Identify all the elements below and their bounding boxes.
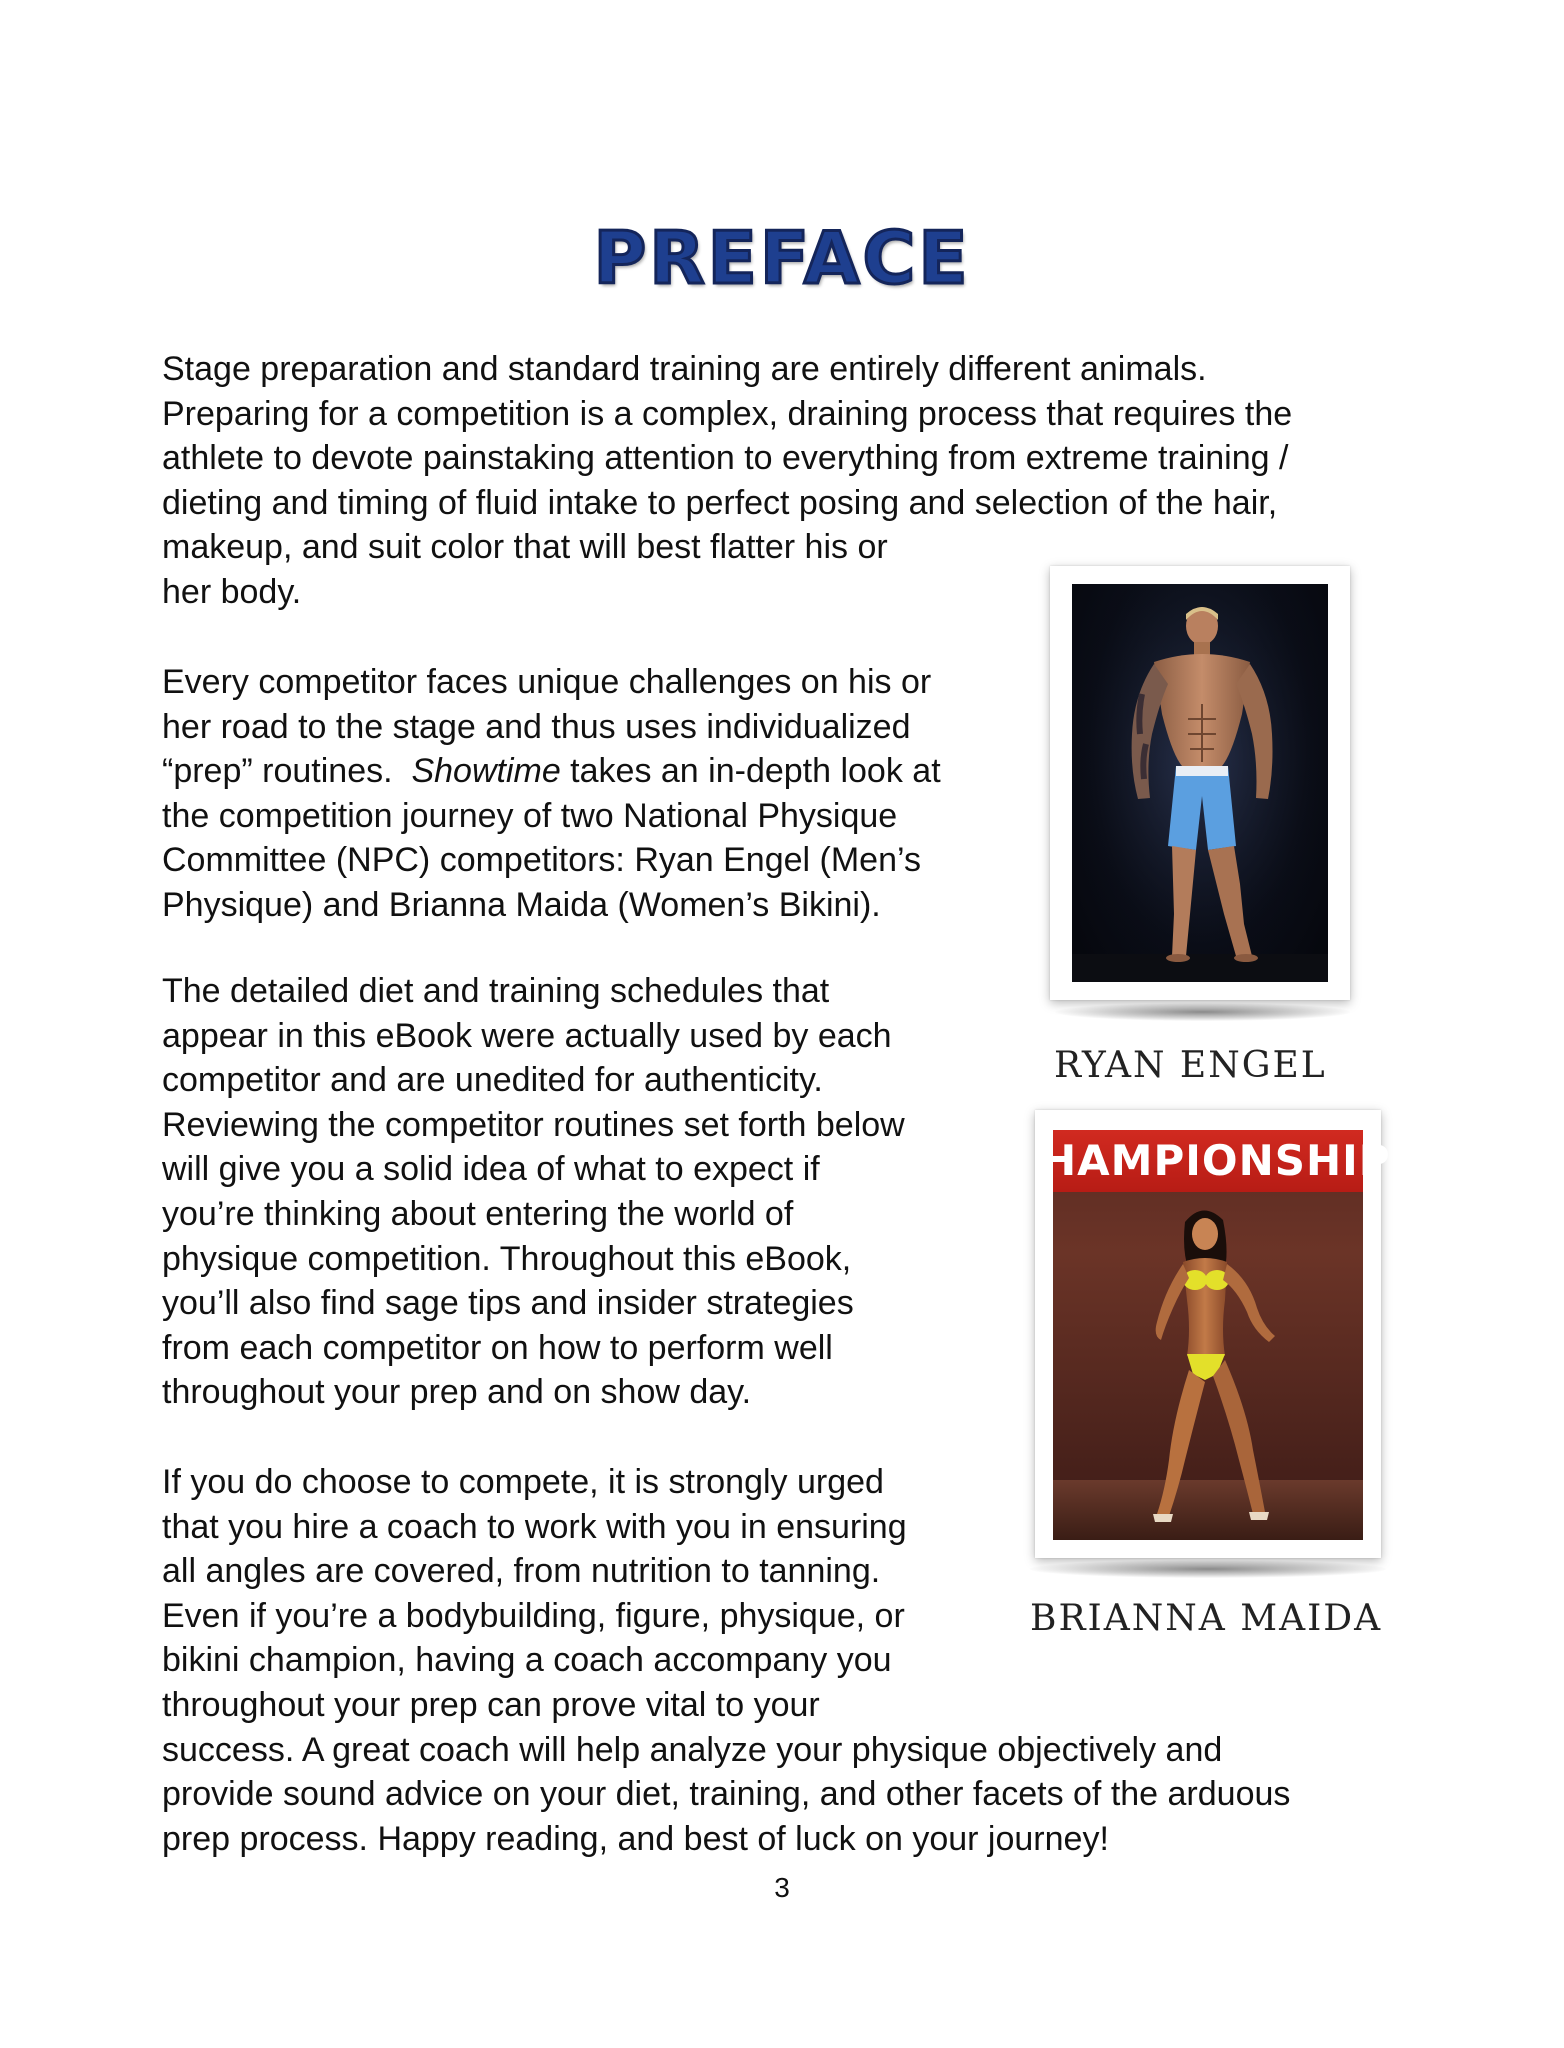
text-line: success. A great coach will help analyze your physique objectively and bbox=[162, 1730, 1223, 1769]
bikini-competitor-illustration bbox=[1053, 1130, 1363, 1540]
text-line bbox=[162, 749, 941, 794]
text-line: bikini champion, having a coach accompany you bbox=[162, 1641, 892, 1680]
text-line: Every competitor faces unique challenges on his or bbox=[162, 663, 932, 701]
paragraph-competitors bbox=[162, 660, 941, 928]
text-line: will give you a solid idea of what to expect if bbox=[162, 1150, 820, 1189]
brianna-maida-photo bbox=[1041, 1130, 1391, 1540]
caption-ryan-engel: RYAN ENGEL bbox=[1054, 1045, 1327, 1086]
text-line: throughout your prep can prove vital to your bbox=[162, 1685, 820, 1724]
text-line: you’re thinking about entering the world of bbox=[162, 1194, 794, 1233]
page-number: 3 bbox=[774, 1872, 790, 1903]
photo-shadow bbox=[1030, 1560, 1386, 1578]
text-line: throughout your prep and on show day. bbox=[162, 1373, 752, 1412]
text-line: you’ll also find sage tips and insider strategies bbox=[162, 1284, 854, 1323]
caption-brianna-maida: BRIANNA MAIDA bbox=[1030, 1598, 1383, 1639]
text-line: Stage preparation and standard training are entirely different animals. bbox=[162, 350, 1207, 388]
text-line: all angles are covered, from nutrition to tanning. bbox=[162, 1552, 881, 1591]
text-line: from each competitor on how to perform well bbox=[162, 1328, 833, 1367]
text-line: The detailed diet and training schedules that bbox=[162, 972, 830, 1010]
text-line: athlete to devote painstaking attention to everything from extreme training / bbox=[162, 439, 1289, 478]
text-line: competitor and are unedited for authenticity. bbox=[162, 1061, 823, 1100]
text-line: Committee (NPC) competitors: Ryan Engel (Men’s bbox=[162, 841, 921, 880]
text-line: the competition journey of two National Physique bbox=[162, 796, 898, 835]
book-title-italic: Showtime bbox=[411, 752, 561, 791]
championship-banner: HAMPIONSHIP bbox=[1053, 1130, 1363, 1192]
text-line: Physique) and Brianna Maida (Women’s Bikini). bbox=[162, 885, 881, 924]
text-line: her body. bbox=[162, 572, 302, 611]
text-line: dieting and timing of fluid intake to perfect posing and selection of the hair, bbox=[162, 483, 1278, 522]
ryan-engel-photo bbox=[1072, 584, 1328, 982]
text-line: physique competition. Throughout this eBook, bbox=[162, 1239, 852, 1278]
text-line: that you hire a coach to work with you in ensuring bbox=[162, 1507, 907, 1546]
text-line: Reviewing the competitor routines set forth below bbox=[162, 1105, 905, 1144]
text-line: Preparing for a competition is a complex, draining process that requires the bbox=[162, 394, 1293, 433]
paragraph-schedules bbox=[162, 969, 905, 1415]
text-line: appear in this eBook were actually used by each bbox=[162, 1016, 892, 1055]
photo-shadow bbox=[1055, 1003, 1350, 1021]
text-line: her road to the stage and thus uses individualized bbox=[162, 707, 911, 746]
text-line: Even if you’re a bodybuilding, figure, physique, or bbox=[162, 1596, 905, 1635]
text-line: makeup, and suit color that will best flatter his or bbox=[162, 528, 888, 567]
page-title: PREFACE bbox=[593, 216, 971, 300]
text-segment: takes an in-depth look at bbox=[560, 752, 941, 791]
text-segment: “prep” routines. bbox=[162, 752, 412, 791]
text-line: provide sound advice on your diet, training, and other facets of the arduous bbox=[162, 1775, 1291, 1814]
text-line: prep process. Happy reading, and best of luck on your journey! bbox=[162, 1819, 1109, 1858]
photo-frame-ryan-engel bbox=[1050, 566, 1350, 1000]
photo-frame-brianna-maida bbox=[1035, 1110, 1391, 1558]
text-line: If you do choose to compete, it is strongly urged bbox=[162, 1463, 884, 1501]
physique-competitor-illustration bbox=[1072, 584, 1328, 982]
